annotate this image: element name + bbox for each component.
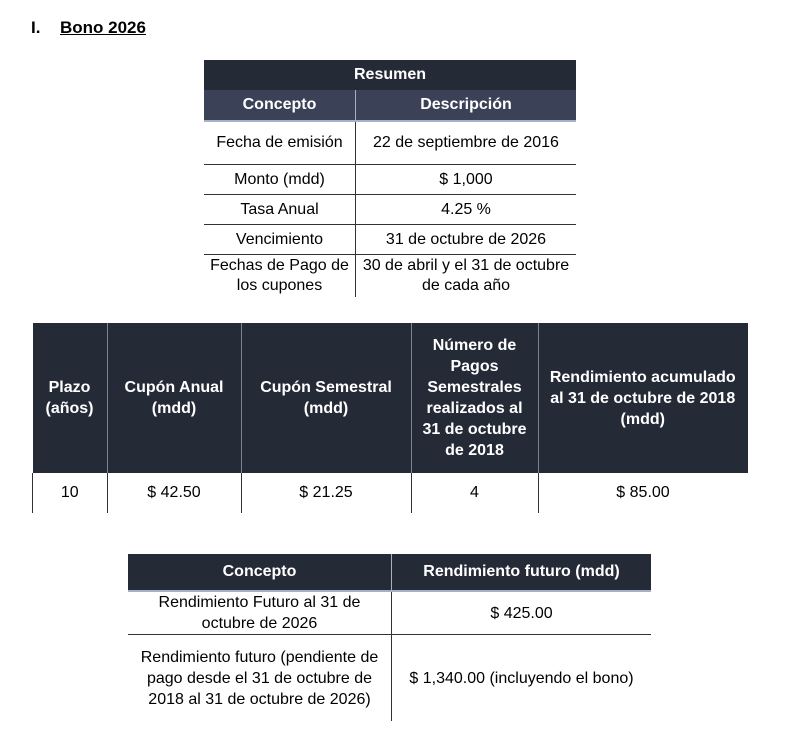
summary-description: 30 de abril y el 31 de octubre de cada año bbox=[362, 257, 570, 294]
future-value: $ 1,340.00 (incluyendo el bono) bbox=[409, 669, 634, 687]
section-heading bbox=[31, 18, 146, 38]
section-title: Bono 2026 bbox=[60, 18, 146, 37]
future-header-concept: Concepto bbox=[128, 554, 392, 591]
summary-table bbox=[204, 60, 576, 297]
summary-concept: Fechas de Pago de los cupones bbox=[204, 255, 356, 298]
table-row bbox=[204, 165, 576, 195]
summary-description: 31 de octubre de 2026 bbox=[356, 225, 577, 255]
section-number: I. bbox=[31, 18, 41, 37]
header-plazo: Plazo (años) bbox=[33, 323, 108, 473]
header-cupon-anual: Cupón Anual (mdd) bbox=[107, 323, 241, 473]
cell-cupon-semestral: $ 21.25 bbox=[241, 473, 411, 513]
cell-rendimiento-acumulado: $ 85.00 bbox=[616, 484, 670, 501]
future-yield-table bbox=[128, 554, 651, 721]
table-row bbox=[204, 225, 576, 255]
table-row bbox=[204, 121, 576, 165]
future-concept: Rendimiento Futuro al 31 de octubre de 2026 bbox=[128, 591, 392, 635]
table-row bbox=[128, 635, 651, 722]
summary-concept: Fecha de emisión bbox=[204, 121, 356, 165]
future-header-value: Rendimiento futuro (mdd) bbox=[392, 554, 652, 591]
header-numero-pagos: Número de Pagos Semestrales realizados al 31 de octubre de 2018 bbox=[411, 323, 538, 473]
summary-description: 22 de septiembre de 2016 bbox=[356, 121, 577, 165]
summary-concept: Vencimiento bbox=[204, 225, 356, 255]
summary-description: 4.25 % bbox=[356, 195, 577, 225]
summary-header-description: Descripción bbox=[356, 90, 577, 121]
header-rendimiento-acumulado: Rendimiento acumulado al 31 de octubre de 2018 (mdd) bbox=[538, 323, 748, 473]
summary-header-concept: Concepto bbox=[204, 90, 356, 121]
cell-cupon-anual: $ 42.50 bbox=[107, 473, 241, 513]
table-header-row bbox=[128, 554, 651, 591]
table-row bbox=[204, 255, 576, 298]
future-value: $ 425.00 bbox=[392, 591, 652, 635]
summary-description: $ 1,000 bbox=[356, 165, 577, 195]
future-concept: Rendimiento futuro (pendiente de pago desde el 31 de octubre de 2018 al 31 de octubre de 2026) bbox=[128, 635, 392, 722]
table-row bbox=[204, 195, 576, 225]
summary-concept: Tasa Anual bbox=[204, 195, 356, 225]
table-row bbox=[128, 591, 651, 635]
cell-plazo: 10 bbox=[33, 473, 108, 513]
table-header-row bbox=[204, 90, 576, 121]
table-row bbox=[33, 473, 748, 513]
summary-concept: Monto (mdd) bbox=[204, 165, 356, 195]
header-cupon-semestral: Cupón Semestral (mdd) bbox=[241, 323, 411, 473]
bond-table bbox=[32, 323, 748, 513]
cell-numero-pagos: 4 bbox=[411, 473, 538, 513]
table-header-row bbox=[33, 323, 748, 473]
table-caption-row bbox=[204, 60, 576, 90]
summary-caption: Resumen bbox=[204, 60, 576, 90]
